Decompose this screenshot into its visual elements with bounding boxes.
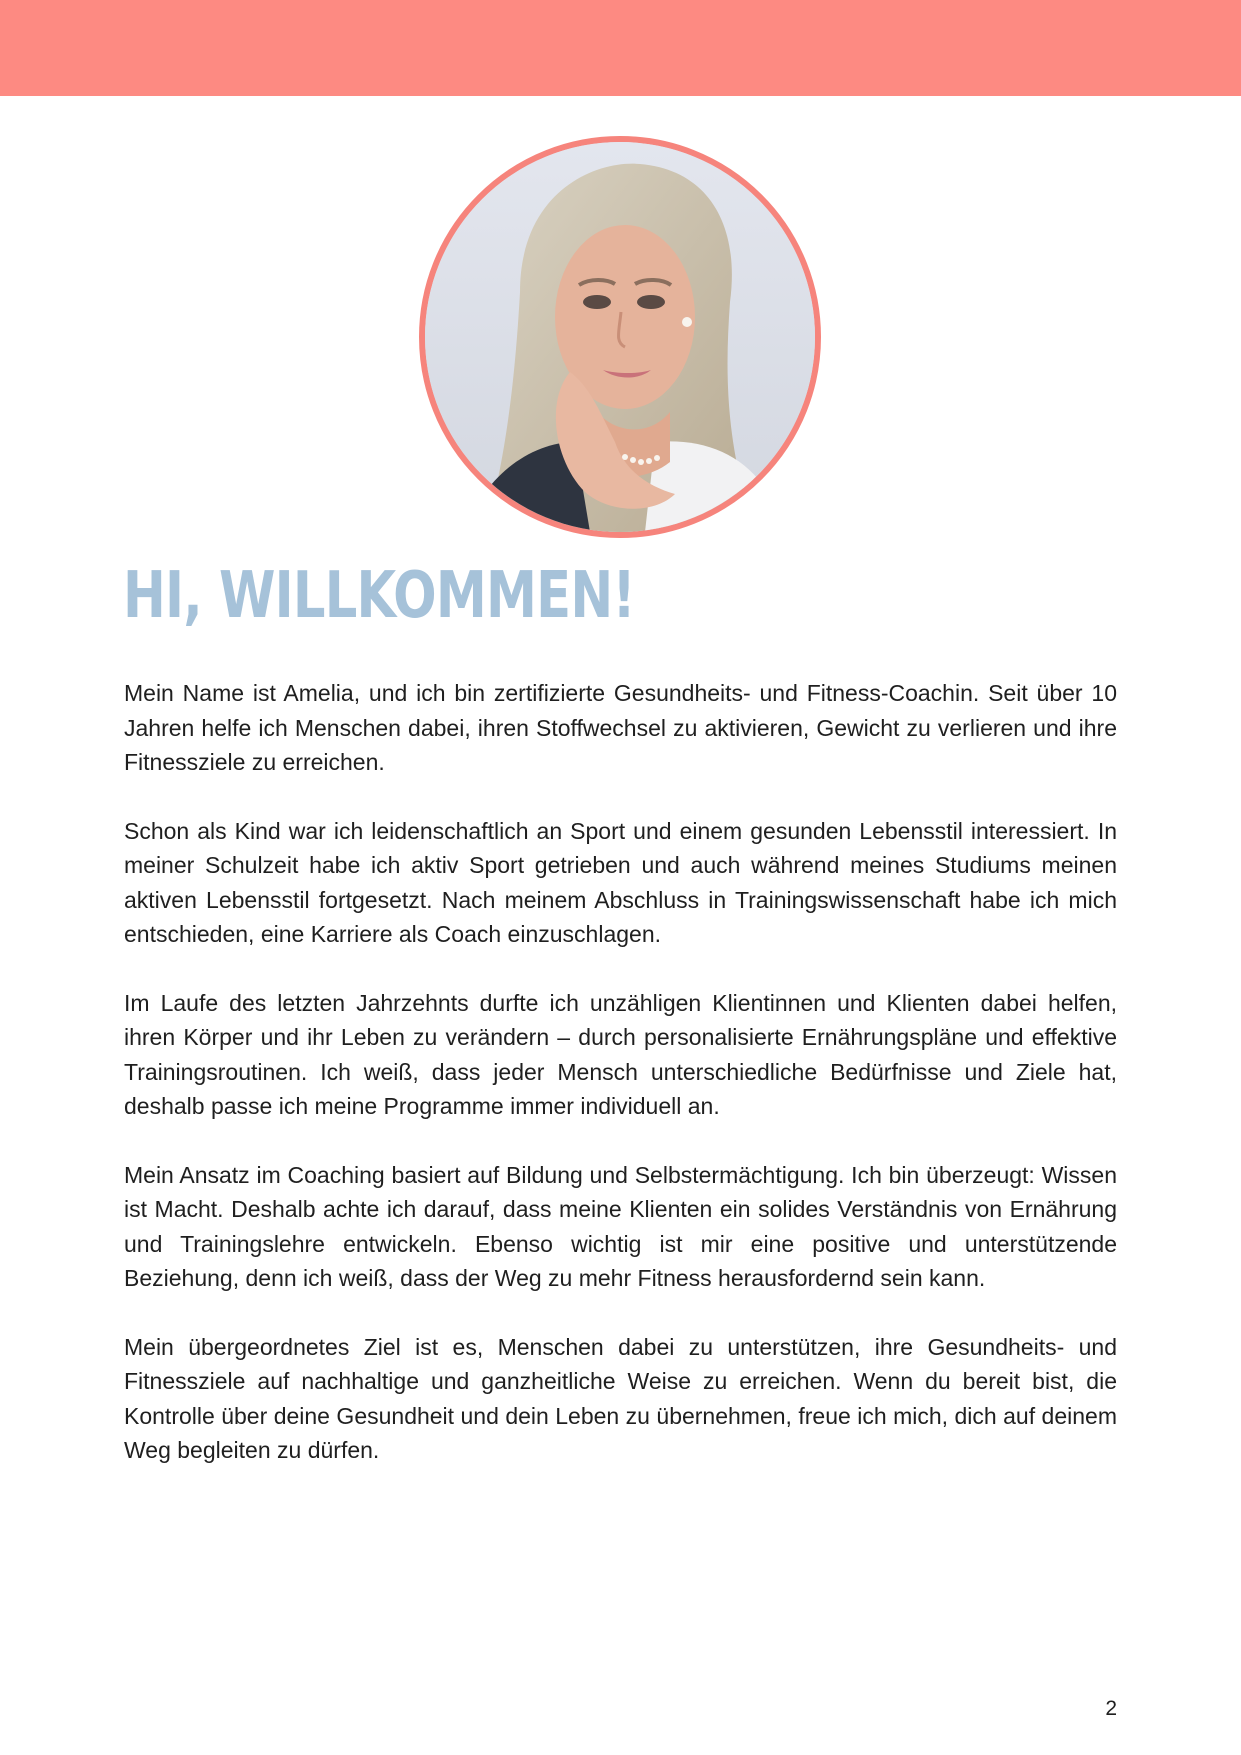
portrait-photo-illustration	[425, 142, 815, 532]
page-number: 2	[1105, 1697, 1117, 1720]
coach-portrait	[419, 136, 821, 538]
welcome-heading: HI, WILLKOMMEN!	[123, 559, 635, 633]
paragraph-goal: Mein übergeordnetes Ziel ist es, Menschen dabei zu unterstützen, ihre Gesundheits- und Fitnessziele auf nachhaltige und ganzheitliche Weise zu erreichen. Wenn du bereit bist, die Kontrolle über deine Gesundheit und dein Leben zu übernehmen, freue ich mich, dich auf deinem Weg begleiten zu dürfen.	[124, 1333, 1117, 1463]
intro-text	[124, 676, 1117, 1502]
paragraph-childhood: Schon als Kind war ich leidenschaftlich an Sport und einem gesunden Lebensstil interessiert. In meiner Schulzeit habe ich aktiv Sport getrieben und auch während meines Studiums meinen aktiven Lebensstil fortgesetzt. Nach meinem Abschluss in Trainingswissenschaft habe ich mich entschieden, eine Karriere als Coach einzuschlagen.	[124, 817, 1117, 947]
header-color-band	[0, 0, 1241, 96]
paragraph-experience: Im Laufe des letzten Jahrzehnts durfte ich unzähligen Klientinnen und Klienten dabei helfen, ihren Körper und ihr Leben zu verändern – durch personalisierte Ernährungspläne und effektive Trainingsroutinen. Ich weiß, dass jeder Mensch unterschiedliche Bedürfnisse und Ziele hat, deshalb passe ich meine Programme immer individuell an.	[124, 989, 1117, 1119]
paragraph-approach: Mein Ansatz im Coaching basiert auf Bildung und Selbstermächtigung. Ich bin überzeugt: Wissen ist Macht. Deshalb achte ich darauf, dass meine Klienten ein solides Verständnis von Ernährung und Trainingslehre entwickeln. Ebenso wichtig ist mir eine positive und unterstützende Beziehung, denn ich weiß, dass der Weg zu mehr Fitness herausfordernd sein kann.	[124, 1161, 1117, 1291]
paragraph-intro: Mein Name ist Amelia, und ich bin zertifizierte Gesundheits- und Fitness-Coachin. Seit über 10 Jahren helfe ich Menschen dabei, ihren Stoffwechsel zu aktivieren, Gewicht zu verlieren und ihre Fitnessziele zu erreichen.	[124, 680, 1117, 775]
